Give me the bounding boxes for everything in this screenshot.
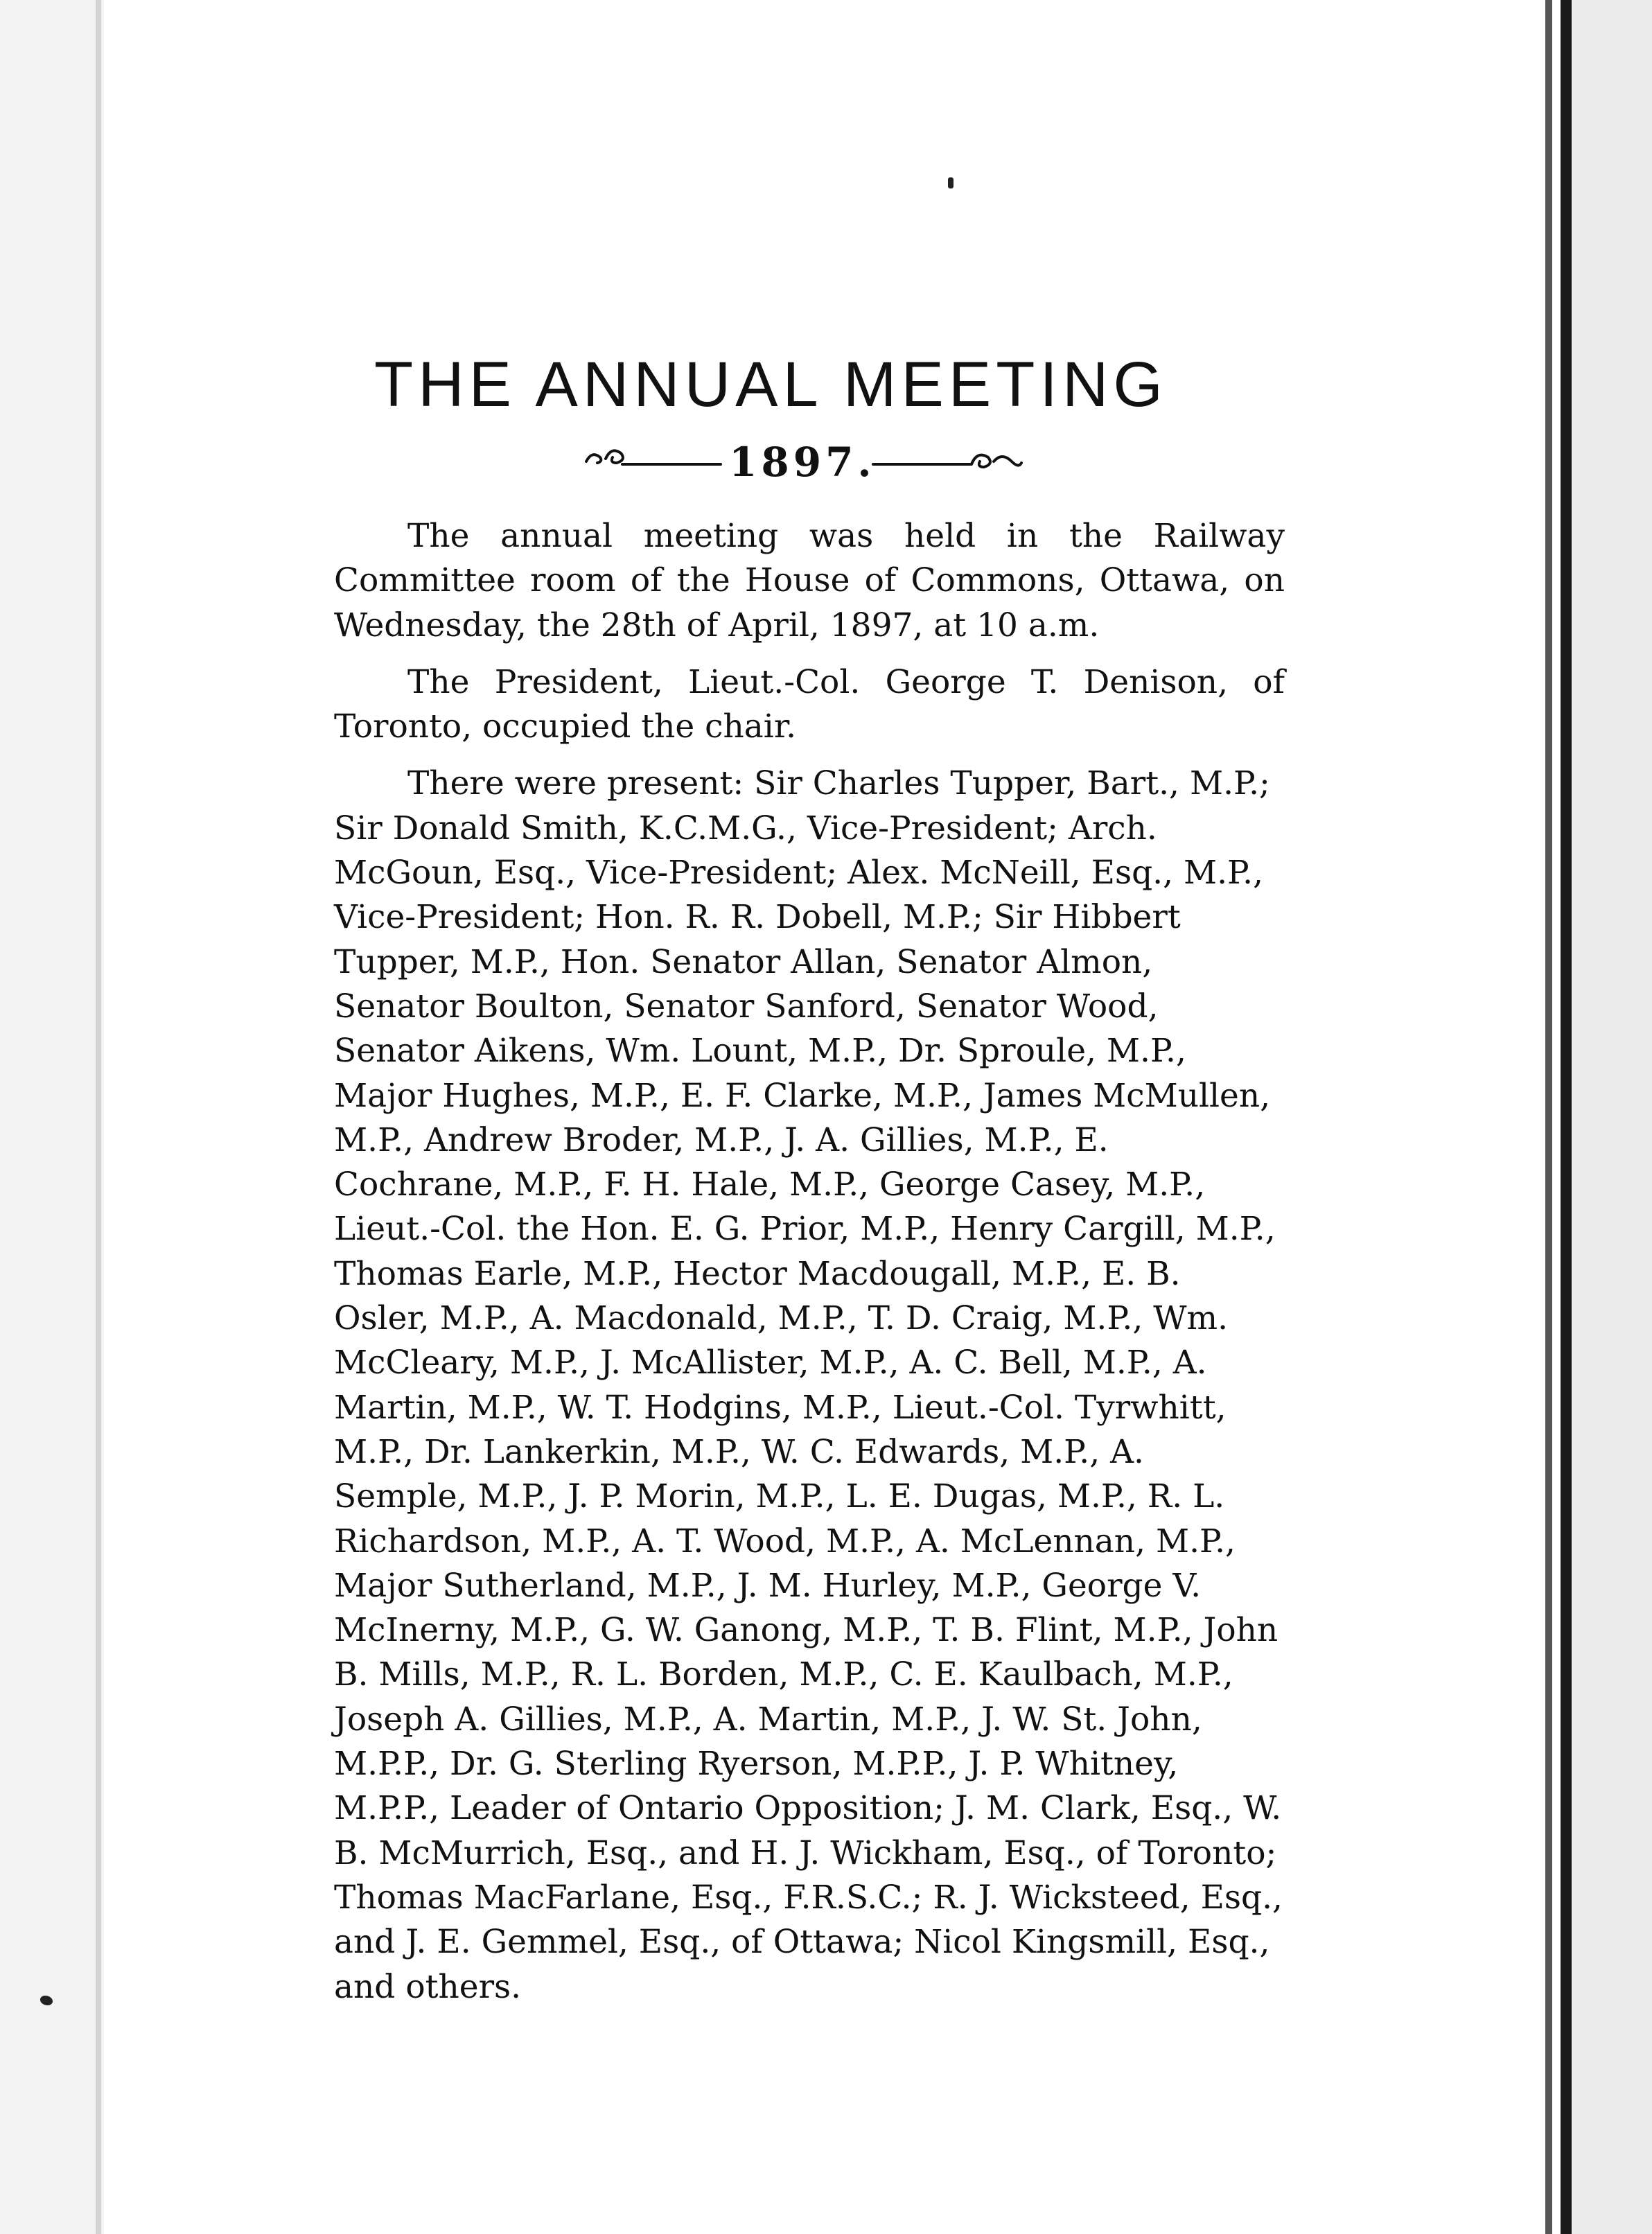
right-curl-icon (972, 455, 990, 467)
ink-speck-left (40, 1996, 53, 2005)
page-right-edge (1561, 0, 1572, 2234)
paragraph-president: The President, Lieut.-Col. George T. Denison, of Toronto, occupied the chair. (334, 662, 1285, 746)
meeting-year: 1897. (729, 439, 876, 486)
page-left-margin (0, 0, 104, 2234)
paragraph-meeting-details: The annual meeting was held in the Railway Committee room of the House of Commons, Ottawa, on Wednesday, the 28th of April, 1897, at 10 a.m. (334, 517, 1285, 644)
page-fold-line (96, 0, 101, 2234)
body-text (334, 514, 1285, 2022)
page-title: THE ANNUAL MEETING (374, 349, 1168, 420)
paragraph-attendees: There were present: Sir Charles Tupper, Bart., M.P.; Sir Donald Smith, K.C.M.G., Vice-President; Arch. McGoun, Esq., Vice-President; Alex. McNeill, Esq., M.P., Vice-President; Hon. R. R. Dobell, M.P.; Sir Hibbert Tupper, M.P., Hon. Senator Allan, Senator Almon, Senator Boulton, Senator Sanford, Senator Wood, Senator Aikens, Wm. Lount, M.P., Dr. Sproule, M.P., Major Hughes, M.P., E. F. Clarke, M.P., James McMullen, M.P., Andrew Broder, M.P., J. A. Gillies, M.P., E. Cochrane, M.P., F. H. Hale, M.P., George Casey, M.P., Lieut.-Col. the Hon. E. G. Prior, M.P., Henry Cargill, M.P., Thomas Earle, M.P., Hector Macdougall, M.P., E. B. Osler, M.P., A. Macdonald, M.P., T. D. Craig, M.P., Wm. McCleary, M.P., J. McAllister, M.P., A. C. Bell, M.P., A. Martin, M.P., W. T. Hodgins, M.P., Lieut.-Col. Tyrwhitt, M.P., Dr. Lankerkin, M.P., W. C. Edwards, M.P., A. Semple, M.P., J. P. Morin, M.P., L. E. Dugas, M.P., R. L. Richardson, M.P., A. T. Wood, M.P., A. McLennan, M.P., Major Sutherland, M.P., J. M. Hurley, M.P., George V. McInerny, M.P., G. W. Ganong, M.P., T. B. Flint, M.P., John B. Mills, M.P., R. L. Borden, M.P., C. E. Kaulbach, M.P., Joseph A. Gillies, M.P., A. Martin, M.P., J. W. St. John, M.P.P., Dr. G. Sterling Ryerson, M.P.P., J. P. Whitney, M.P.P., Leader of Ontario Opposition; J. M. Clark, Esq., W. B. McMurrich, Esq., and H. J. Wickham, Esq., of Toronto; Thomas MacFarlane, Esq., F.R.S.C.; R. J. Wicksteed, Esq., and J. E. Gemmel, Esq., of Ottawa; Nicol Kingsmill, Esq., and others. (334, 764, 1283, 2006)
left-curl-icon (606, 450, 623, 463)
ink-speck-top (948, 177, 954, 188)
page-right-margin (1566, 0, 1652, 2234)
page-right-shadow (1545, 0, 1552, 2234)
right-scroll-icon (994, 457, 1021, 466)
left-scroll-icon (586, 455, 601, 463)
